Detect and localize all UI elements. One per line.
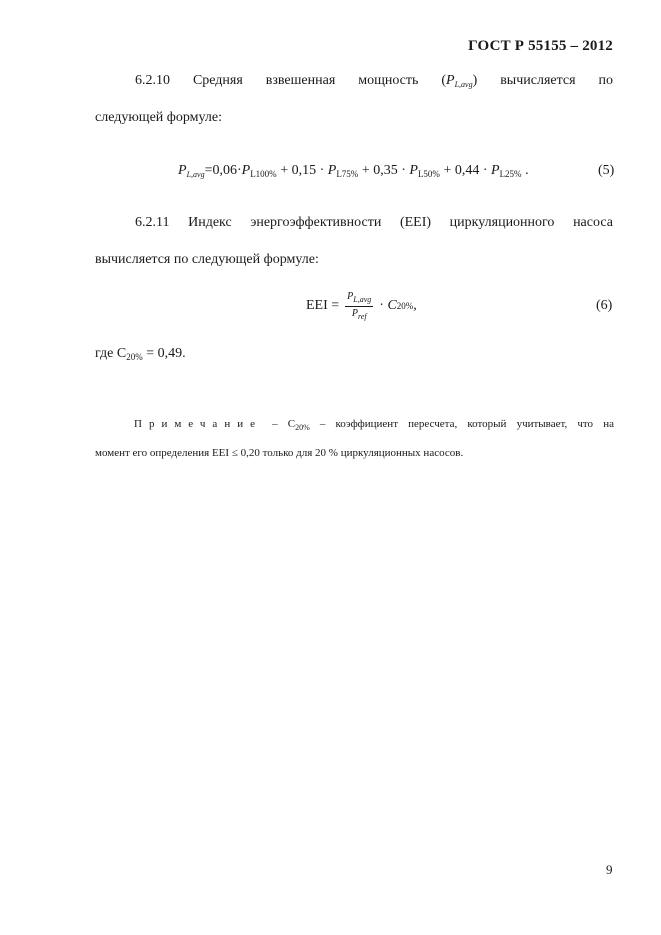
note-coefficient: $C_{20\%}$ (287, 418, 310, 432)
word: Индекс (188, 215, 232, 230)
symbol-p-l-avg: $(P_{L,avg})$ (441, 73, 478, 89)
word: на (603, 418, 614, 430)
paragraph-6-2-10-line1 (135, 74, 613, 89)
fraction-numerator: $P_{L,avg}$ (347, 290, 372, 304)
note-label: Примечание (134, 418, 262, 430)
paragraph-6-2-10-line2: следующей формуле: (95, 110, 222, 125)
paragraph-6-2-11-line2: вычисляется по следующей формуле: (95, 252, 319, 267)
fraction-bar (345, 306, 373, 307)
fraction-denominator: $P_{ref}$ (351, 307, 367, 321)
word: пересчета, (408, 418, 458, 430)
word: взвешенная (265, 73, 336, 88)
document-header: ГОСТ Р 55155 – 2012 (468, 38, 613, 54)
coefficient-c: C (387, 298, 397, 313)
word: который (467, 418, 507, 430)
equation-number-5: (5) (598, 163, 615, 178)
word: – (319, 418, 326, 430)
note-line1 (134, 418, 614, 432)
word: вычисляется (500, 73, 576, 88)
paragraph-6-2-11-line1 (135, 216, 613, 230)
word: что (577, 418, 594, 430)
where-clause: где $C_{20\%} = 0,49$. (95, 346, 186, 362)
section-number: 6.2.10 (135, 73, 170, 88)
word: энергоэффективности (250, 215, 382, 230)
note-dash: – (272, 418, 278, 430)
word: циркуляционного (449, 215, 555, 230)
dot-operator: · (379, 298, 384, 313)
word: насоса (573, 215, 613, 230)
fraction (345, 291, 373, 321)
equation-number-6: (6) (596, 298, 613, 313)
formula-5: $P_{L,avg}=0,06\cdot P_{L100\%} + 0,15 \cdot P_{L75\%} + 0,35 \cdot P_{L50\%} + 0,44 \cdot P_{L25\%}$ . (178, 163, 529, 179)
word: учитывает, (516, 418, 568, 430)
word: (EEI) (399, 215, 432, 230)
note-line2: момент его определения EEI ≤ 0,20 только для 20 % циркуляционных насосов. (95, 447, 464, 459)
word: коэффициент (335, 418, 399, 430)
page-number: 9 (606, 862, 613, 877)
formula-6-lhs: EEI = (306, 298, 340, 313)
word: 6.2.11 (135, 215, 170, 230)
word: Средняя (192, 73, 243, 88)
formula-6: EEI = $\frac{P_{L,avg}}{P_{ref}}$ · C 20% , (306, 290, 417, 321)
word: по (598, 73, 613, 88)
word: мощность (358, 73, 419, 88)
